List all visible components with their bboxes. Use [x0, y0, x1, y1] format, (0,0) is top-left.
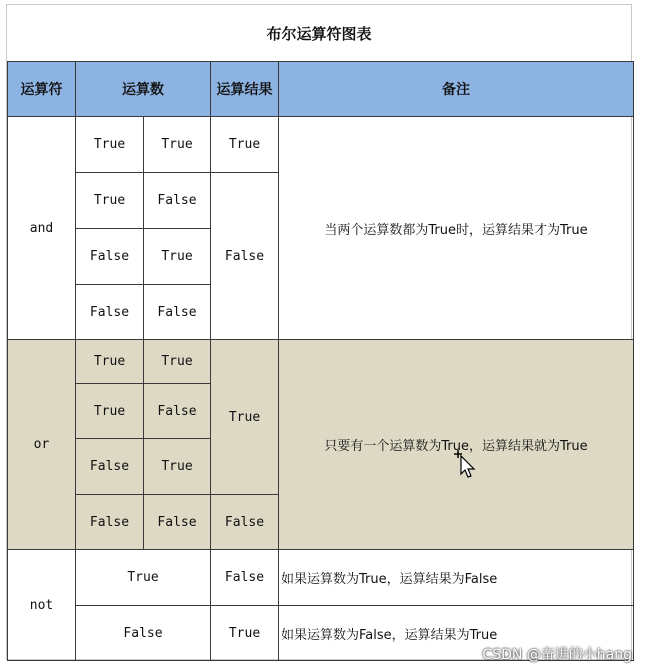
operand-a: False	[76, 229, 144, 285]
result-true: True	[211, 117, 279, 173]
operand-b: True	[144, 340, 211, 384]
header-row	[8, 62, 634, 117]
note-not-true: 如果运算数为True，运算结果为False	[279, 550, 634, 606]
operand-a: True	[76, 117, 144, 173]
result-false: False	[211, 173, 279, 340]
mouse-cursor-icon	[452, 448, 478, 478]
header-result: 运算结果	[211, 62, 279, 117]
result-true: True	[211, 340, 279, 495]
operand-b: False	[144, 384, 211, 439]
operand-b: False	[144, 285, 211, 340]
table-row	[8, 550, 634, 606]
result: True	[211, 606, 279, 661]
table-row	[8, 117, 634, 173]
result-false: False	[211, 495, 279, 550]
chart-frame	[6, 4, 632, 660]
note-and: 当两个运算数都为True时，运算结果才为True	[279, 117, 634, 340]
header-operands: 运算数	[76, 62, 211, 117]
operand-a: True	[76, 173, 144, 229]
note-or: 只要有一个运算数为True，运算结果就为True	[279, 340, 634, 550]
watermark: CSDN @奋进的小hang	[482, 647, 632, 663]
operand: True	[76, 550, 211, 606]
operand: False	[76, 606, 211, 661]
operand-a: False	[76, 285, 144, 340]
note-not-false: 如果运算数为False，运算结果为True	[279, 606, 634, 661]
operand-b: True	[144, 117, 211, 173]
table-title: 布尔运算符图表	[266, 24, 372, 43]
operand-b: False	[144, 173, 211, 229]
operand-b: False	[144, 495, 211, 550]
header-operator: 运算符	[8, 62, 76, 117]
operator-not: not	[8, 550, 76, 661]
header-note: 备注	[279, 62, 634, 117]
operand-a: True	[76, 384, 144, 439]
operand-b: True	[144, 439, 211, 495]
operator-or: or	[8, 340, 76, 550]
table-row	[8, 340, 634, 384]
result: False	[211, 550, 279, 606]
boolean-operator-table	[7, 61, 634, 661]
operator-and: and	[8, 117, 76, 340]
operand-b: True	[144, 229, 211, 285]
operand-a: False	[76, 495, 144, 550]
operand-a: True	[76, 340, 144, 384]
operand-a: False	[76, 439, 144, 495]
